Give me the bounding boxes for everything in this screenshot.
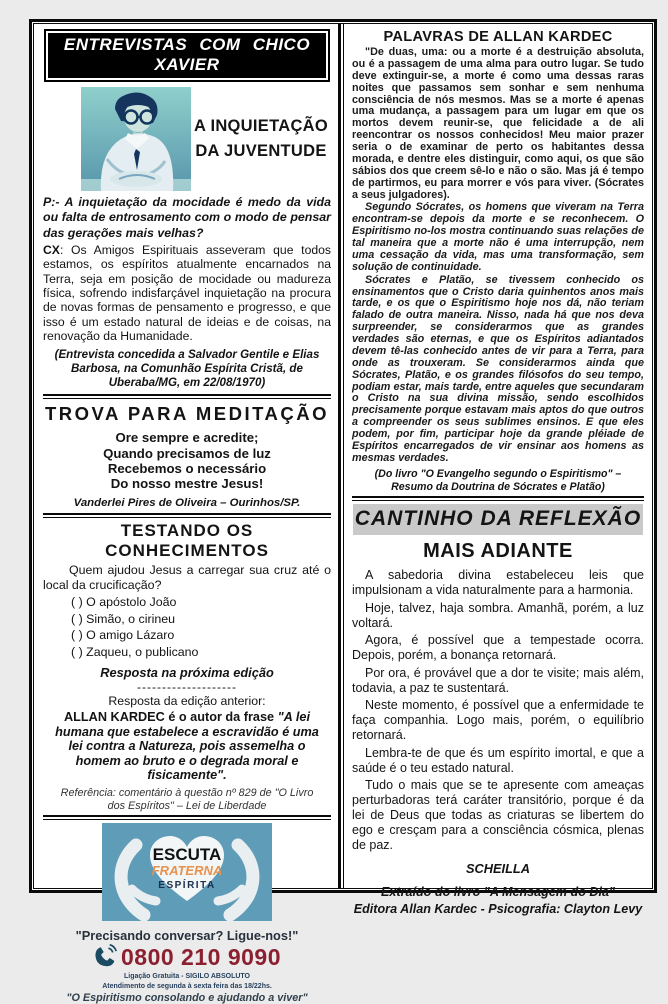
section-entrevistas bbox=[44, 29, 330, 82]
checkbox-parentheses: ( ) bbox=[71, 645, 83, 660]
checkbox-parentheses: ( ) bbox=[71, 595, 83, 610]
cantinho-paragraph: Por ora, é provável que a dor te visite; mais além, todavia, a paz te sustentará. bbox=[352, 665, 644, 695]
interview-answer-text: : Os Amigos Espirituais asseveram que todos estamos, os espíritos atualmente encarnados na Terra, seja em posição de mocidade ou madureza física, sofrendo indisfarçável inquietação na procura de novas formas de pensamento e progresso, e que isso é um estado natural de ideias e de coisas, na renovação da Humanidade. bbox=[43, 242, 331, 344]
page-border-inner bbox=[33, 23, 653, 1004]
checkbox-parentheses: ( ) bbox=[71, 628, 83, 643]
fineprint-line1: Ligação Gratuita - SIGILO ABSOLUTO bbox=[123, 973, 250, 981]
escuta-word: ESCUTA bbox=[152, 845, 222, 865]
kardec-paragraph: Segundo Sócrates, os homens que viveram na Terra encontram-se depois da morte e se reconhecem. O Espiritismo no-los mostra continuando suas relações de tal maneira que a morte não é uma interrupção, nem uma cessação da vida, mas uma transformação, sem solução de continuidade. bbox=[352, 201, 644, 273]
source-line2: Editora Allan Kardec - Psicografia: Clayton Levy bbox=[353, 902, 643, 917]
quiz-answer-lead: ALLAN KARDEC é o autor da frase bbox=[64, 710, 278, 725]
quiz-option-label: Zaqueu, o publicano bbox=[86, 645, 199, 660]
quiz-option bbox=[71, 612, 331, 627]
phone-row bbox=[43, 943, 331, 972]
article-title bbox=[191, 114, 331, 164]
interview-answer-prefix: CX bbox=[43, 242, 60, 257]
article-title-line2: DA JUVENTUDE bbox=[195, 142, 327, 160]
left-column bbox=[34, 24, 338, 1004]
section-separator bbox=[352, 496, 644, 501]
quiz-option-label: Simão, o cirineu bbox=[86, 611, 175, 626]
trova-verse-line: Ore sempre e acredite; bbox=[115, 430, 259, 446]
section-separator bbox=[43, 513, 331, 518]
kardec-citation: (Do livro "O Evangelho segundo o Espiritismo" – Resumo da Doutrina de Sócrates e Platão) bbox=[374, 467, 622, 493]
dashed-divider: -------------------- bbox=[137, 680, 237, 695]
interview-citation: (Entrevista concedida a Salvador Gentile e Elias Barbosa, na Comunhão Espírita Cristã, de Uberaba/MG, em 22/08/1970) bbox=[54, 348, 320, 390]
quiz-reference: Referência: comentário à questão nº 829 de "O Livro dos Espíritos" – Lei de Liberdade bbox=[60, 786, 314, 812]
quiz-title: TESTANDO OS CONHECIMENTOS bbox=[105, 521, 269, 561]
article-header-row bbox=[43, 87, 331, 191]
trova-title: TROVA PARA MEDITAÇÃO bbox=[45, 403, 329, 425]
quiz-answer-quote: "A lei humana que estabelece a escravidão é uma lei contra a Natureza, pois assemelha o homem ao bruto e o degrada moral e fisicamente". bbox=[55, 710, 319, 783]
checkbox-parentheses: ( ) bbox=[71, 611, 83, 626]
cantinho-paragraph: Agora, é possível que a tempestade ocorra. Depois, porém, a bonança retornará. bbox=[352, 633, 644, 663]
cantinho-paragraph: Lembra-te de que és um espírito imortal, e que a saúde é o teu estado natural. bbox=[352, 745, 644, 775]
phone-fineprint bbox=[43, 972, 331, 990]
interview-question: P:- A inquietação da mocidade é medo da vida ou falta de entrosamento com o modo de pensar das gerações mais velhas? bbox=[43, 195, 331, 240]
newsletter-page bbox=[29, 19, 657, 1004]
quiz-option-label: O amigo Lázaro bbox=[86, 628, 175, 643]
phone-icon bbox=[93, 943, 117, 972]
kardec-paragraph: "De duas, uma: ou a morte é a destruição absoluta, ou é a passagem de uma alma para outro lugar. Se tudo deve extinguir-se, a morte é como uma dessas raras noites que passamos sem sonhar e sem nenhuma consciência de nós mesmos. Mas se a morte é apenas uma mudança, a passagem para um lugar em que os mortos devem reunir-se, que felicidade a de ali reencontrar os nossos conhecidos! Meu maior prazer seria o de examinar de perto os habitantes dessa morada, e dentre eles distinguir, como aqui, os que são sábios dos que creem sê-lo e não o são. Mas já é tempo de partirmos, eu para morrer e vós para viver. (Sócrates a seus julgadores). bbox=[352, 46, 644, 201]
escuta-fraterna-ad bbox=[43, 823, 331, 1003]
trova-verse-line: Do nosso mestre Jesus! bbox=[110, 476, 264, 492]
espirita-word: ESPÍRITA bbox=[158, 880, 216, 892]
trova-author: Vanderlei Pires de Oliveira – Ourinhos/SP. bbox=[73, 497, 301, 510]
quiz-option bbox=[71, 595, 331, 610]
escuta-fraterna-logo bbox=[102, 823, 272, 921]
quiz-question: Quem ajudou Jesus a carregar sua cruz até o local da crucificação? bbox=[43, 563, 331, 593]
signature: SCHEILLA bbox=[466, 861, 530, 877]
cantinho-paragraph: Tudo o mais que se te apresente com ameaças perturbadoras terá caráter transitório, porque é da lei de Deus que todas as criaturas se libertem do ego e cresçam para a consciência cósmica, plenas de paz. bbox=[352, 778, 644, 853]
chico-xavier-illustration bbox=[81, 87, 191, 191]
quiz-next-edition-note: Resposta na próxima edição bbox=[100, 665, 274, 681]
cantinho-banner: CANTINHO DA REFLEXÃO bbox=[353, 504, 643, 535]
section-separator bbox=[43, 394, 331, 399]
right-column bbox=[344, 24, 652, 917]
quiz-previous-label: Resposta da edição anterior: bbox=[108, 694, 266, 709]
phone-number: 0800 210 9090 bbox=[121, 944, 281, 971]
escuta-slogan: "O Espiritismo consolando e ajudando a viver" bbox=[66, 991, 308, 1004]
section-separator bbox=[43, 815, 331, 820]
interview-answer bbox=[43, 243, 331, 344]
entrevistas-header: ENTREVISTAS COM CHICO XAVIER bbox=[48, 33, 326, 78]
quiz-option bbox=[71, 645, 331, 660]
fraterna-word: FRATERNA bbox=[151, 863, 223, 879]
trova-verse-line: Quando precisamos de luz bbox=[103, 445, 271, 461]
cantinho-paragraph: A sabedoria divina estabeleceu leis que impulsionam a vida naturalmente para a harmonia. bbox=[352, 568, 644, 598]
kardec-paragraph: Sócrates e Platão, se tivessem conhecido os ensinamentos que o Cristo daria quinhentos anos mais tarde, e os que o Espiritismo hoje nos dá, não teriam falado de outra maneira. Nisso, nada há que nos deva surpreender, se considerarmos que as grandes verdades são eternas, e que os Espíritos adiantados devem tê-las conhecido antes de vir para a Terra, para onde as trouxeram. Se considerarmos ainda que Sócrates, Platão, e os grandes filósofos do seu tempo, podiam estar, mais tarde, entre aqueles que secundaram o Cristo na sua divina missão, sendo escolhidos precisamente porque estavam mais aptos do que outros a compreender os seus sublimes ensinos. E que eles podem, por fim, participar hoje da grande pléiade de Espíritos encarregados de vir ensinar aos homens as mesmas verdades. bbox=[352, 273, 644, 464]
quiz-option-label: O apóstolo João bbox=[86, 595, 177, 610]
source-line1: Extraído do livro "A Mensagem do Dia" bbox=[380, 885, 615, 900]
kardec-title: PALAVRAS DE ALLAN KARDEC bbox=[383, 29, 613, 45]
article-title-line1: A INQUIETAÇÃO bbox=[193, 117, 329, 136]
quiz-previous-answer bbox=[47, 710, 327, 782]
trova-verse-line: Recebemos o necessário bbox=[107, 460, 267, 476]
quiz-option bbox=[71, 628, 331, 643]
escuta-cta: "Precisando conversar? Ligue-nos!" bbox=[75, 928, 299, 944]
cantinho-paragraph: Neste momento, é possível que a enfermidade te faça companhia. Logo mais, porém, o equilíbrio retornará. bbox=[352, 698, 644, 743]
fineprint-line2: Atendimento de segunda à sexta feira das 18/22hs. bbox=[102, 982, 272, 990]
mais-adiante-title: MAIS ADIANTE bbox=[423, 540, 573, 563]
cantinho-paragraph: Hoje, talvez, haja sombra. Amanhã, porém, a luz voltará. bbox=[352, 600, 644, 630]
